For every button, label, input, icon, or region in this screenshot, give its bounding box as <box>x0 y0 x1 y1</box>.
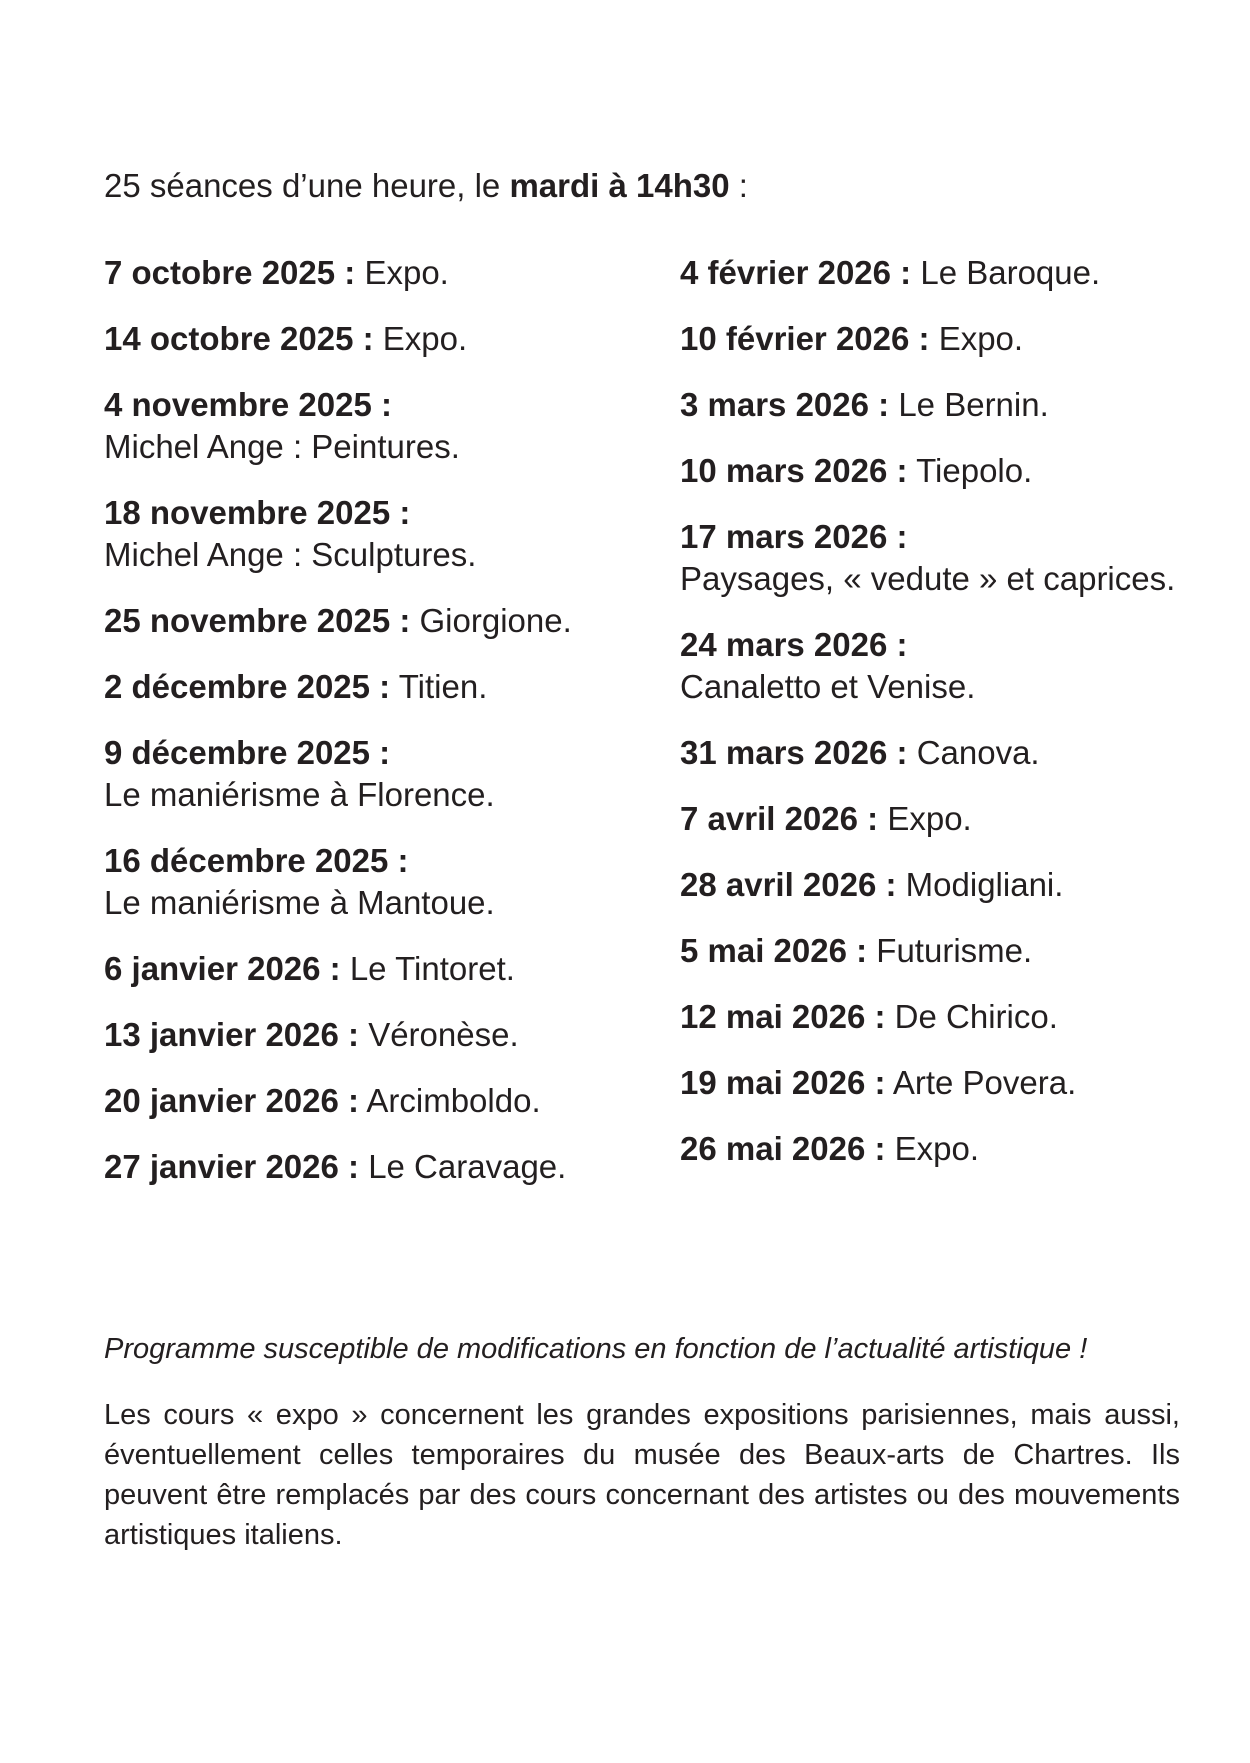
session-topic: Le Bernin. <box>898 386 1049 423</box>
schedule-entry <box>680 732 1220 774</box>
session-date: 13 janvier 2026 : <box>104 1016 360 1053</box>
schedule-entry <box>680 252 1220 294</box>
session-date: 10 mars 2026 : <box>680 452 908 489</box>
intro-line <box>104 164 748 208</box>
schedule-entry <box>104 732 664 816</box>
schedule-entry <box>680 996 1220 1038</box>
session-date: 2 décembre 2025 : <box>104 668 391 705</box>
session-topic: Expo. <box>382 320 468 357</box>
session-date: 27 janvier 2026 : <box>104 1148 360 1185</box>
session-topic: Modigliani. <box>905 866 1064 903</box>
session-date: 4 novembre 2025 : <box>104 386 392 423</box>
schedule-entry <box>104 840 664 924</box>
schedule-right-column <box>680 252 1220 1194</box>
session-date: 7 octobre 2025 : <box>104 254 356 291</box>
session-date: 25 novembre 2025 : <box>104 602 411 639</box>
schedule-entry <box>680 450 1220 492</box>
schedule-entry <box>104 666 664 708</box>
schedule-entry <box>680 864 1220 906</box>
intro-prefix: 25 séances d’une heure, le <box>104 167 510 204</box>
schedule-left-column <box>104 252 664 1212</box>
session-date: 6 janvier 2026 : <box>104 950 341 987</box>
schedule-entry <box>104 600 664 642</box>
schedule-entry <box>680 318 1220 360</box>
session-topic: Paysages, « vedute » et caprices. <box>680 560 1176 597</box>
schedule-entry <box>680 624 1220 708</box>
session-date: 3 mars 2026 : <box>680 386 890 423</box>
schedule-entry <box>680 1062 1220 1104</box>
schedule-entry <box>104 318 664 360</box>
session-topic: Canaletto et Venise. <box>680 668 976 705</box>
program-note: Programme susceptible de modifications en fonction de l’actualité artistique ! <box>104 1333 1088 1365</box>
session-topic: Véronèse. <box>368 1016 519 1053</box>
schedule-entry <box>104 948 664 990</box>
session-topic: Michel Ange : Peintures. <box>104 428 460 465</box>
session-topic: De Chirico. <box>894 998 1058 1035</box>
session-date: 4 février 2026 : <box>680 254 912 291</box>
session-date: 28 avril 2026 : <box>680 866 897 903</box>
session-date: 20 janvier 2026 : <box>104 1082 360 1119</box>
session-topic: Tiepolo. <box>916 452 1033 489</box>
schedule-entry <box>104 1146 664 1188</box>
session-date: 24 mars 2026 : <box>680 626 908 663</box>
session-date: 14 octobre 2025 : <box>104 320 374 357</box>
schedule-entry <box>680 798 1220 840</box>
session-topic: Michel Ange : Sculptures. <box>104 536 477 573</box>
session-date: 19 mai 2026 : <box>680 1064 886 1101</box>
session-topic: Expo. <box>938 320 1024 357</box>
schedule-entry <box>104 1014 664 1056</box>
schedule-entry <box>104 492 664 576</box>
session-topic: Le maniérisme à Mantoue. <box>104 884 495 921</box>
schedule-entry <box>680 516 1220 600</box>
schedule-entry <box>104 252 664 294</box>
schedule-entry <box>680 930 1220 972</box>
session-topic: Giorgione. <box>419 602 572 639</box>
session-date: 9 décembre 2025 : <box>104 734 391 771</box>
session-date: 16 décembre 2025 : <box>104 842 409 879</box>
schedule-entry <box>680 384 1220 426</box>
session-date: 5 mai 2026 : <box>680 932 868 969</box>
session-topic: Le Baroque. <box>920 254 1101 291</box>
schedule-entry <box>104 384 664 468</box>
session-date: 12 mai 2026 : <box>680 998 886 1035</box>
session-topic: Titien. <box>398 668 488 705</box>
intro-schedule: mardi à 14h30 <box>509 167 730 204</box>
session-date: 10 février 2026 : <box>680 320 930 357</box>
session-topic: Futurisme. <box>876 932 1033 969</box>
session-topic: Expo. <box>894 1130 980 1167</box>
session-topic: Arte Povera. <box>892 1064 1077 1101</box>
session-date: 7 avril 2026 : <box>680 800 879 837</box>
expo-explanation: Les cours « expo » concernent les grandes expositions parisiennes, mais aussi, éventuellement celles temporaires du musée des Beaux-arts de Chartres. Ils peuvent être remplacés par des cours concernant des artistes ou des mouvements artistiques italiens. <box>104 1399 1180 1551</box>
session-topic: Le maniérisme à Florence. <box>104 776 495 813</box>
session-topic: Expo. <box>364 254 449 291</box>
session-date: 18 novembre 2025 : <box>104 494 411 531</box>
session-date: 31 mars 2026 : <box>680 734 908 771</box>
session-date: 26 mai 2026 : <box>680 1130 886 1167</box>
session-topic: Expo. <box>887 800 972 837</box>
session-date: 17 mars 2026 : <box>680 518 908 555</box>
session-topic: Le Tintoret. <box>349 950 515 987</box>
session-topic: Canova. <box>916 734 1040 771</box>
schedule-entry <box>104 1080 664 1122</box>
session-topic: Arcimboldo. <box>366 1082 541 1119</box>
intro-suffix: : <box>729 167 748 204</box>
schedule-entry <box>680 1128 1220 1170</box>
session-topic: Le Caravage. <box>368 1148 567 1185</box>
